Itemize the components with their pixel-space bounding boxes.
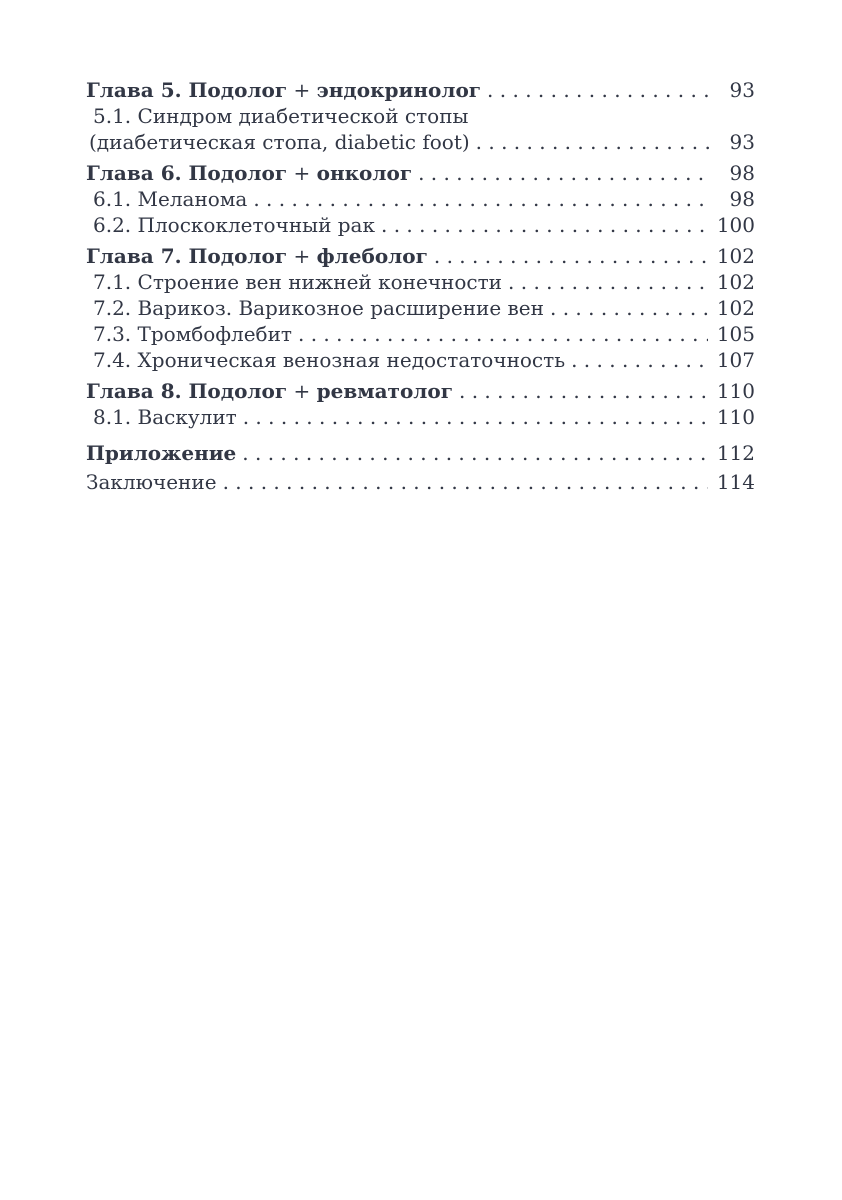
toc-entry xyxy=(86,186,755,212)
toc-entry xyxy=(86,321,755,347)
page-number: 110 xyxy=(716,405,755,429)
title-part: + xyxy=(287,78,317,102)
title-part: онколог xyxy=(316,161,413,185)
title-part: Глава 8. Подолог xyxy=(86,379,288,403)
entry-title xyxy=(93,295,544,321)
title-part: эндокринолог xyxy=(316,78,482,102)
table-of-contents xyxy=(86,77,755,495)
entry-title xyxy=(93,269,502,295)
toc-entry xyxy=(86,243,755,269)
entry-title xyxy=(93,321,292,347)
dot-leader xyxy=(487,77,712,103)
title-part: + xyxy=(287,161,317,185)
title-part: Глава 5. Подолог xyxy=(86,78,288,102)
title-part: + xyxy=(287,244,317,268)
toc-entry xyxy=(86,269,755,295)
toc-entry xyxy=(86,469,755,495)
page-number: 98 xyxy=(729,187,755,211)
page-number: 112 xyxy=(716,441,755,465)
toc-entry xyxy=(86,378,755,404)
title-part: ревматолог xyxy=(316,379,453,403)
page-number: 102 xyxy=(716,296,755,320)
toc-entry xyxy=(86,77,755,103)
entry-title xyxy=(93,103,468,129)
entry-title xyxy=(93,347,565,373)
entry-title xyxy=(93,212,375,238)
page-number: 98 xyxy=(729,161,755,185)
entry-title xyxy=(93,186,247,212)
toc-entry xyxy=(86,212,755,238)
title-part: 8.1. Васкулит xyxy=(93,405,237,429)
dot-leader xyxy=(434,243,708,269)
title-part: 5.1. Синдром диабетической стопы xyxy=(93,104,469,128)
page-number: 107 xyxy=(716,348,755,372)
entry-title-continued: (диабетическая стопа, diabetic foot) xyxy=(89,130,470,154)
page-number: 102 xyxy=(716,244,755,268)
toc-entry xyxy=(86,160,755,186)
page-number: 93 xyxy=(729,130,755,154)
entry-title xyxy=(86,243,428,269)
page-number: 105 xyxy=(716,322,755,346)
dot-leader xyxy=(571,347,708,373)
dot-leader xyxy=(459,378,708,404)
toc-entry xyxy=(86,295,755,321)
title-part: Заключение xyxy=(86,470,217,494)
title-part: + xyxy=(287,379,317,403)
title-part: Приложение xyxy=(86,441,237,465)
toc-entry xyxy=(86,347,755,373)
entry-title xyxy=(93,404,237,430)
dot-leader xyxy=(381,212,708,238)
toc-entry xyxy=(86,440,755,466)
title-part: 6.1. Меланома xyxy=(93,187,248,211)
toc-entry xyxy=(86,404,755,430)
title-part: Глава 6. Подолог xyxy=(86,161,288,185)
title-part: 7.3. Тромбофлебит xyxy=(93,322,292,346)
entry-title xyxy=(86,378,453,404)
title-part: 6.2. Плоскоклеточный рак xyxy=(93,213,375,237)
entry-title xyxy=(86,469,217,495)
dot-leader xyxy=(476,129,712,155)
title-part: Глава 7. Подолог xyxy=(86,244,288,268)
title-part: 7.2. Варикоз. Варикозное расширение вен xyxy=(93,296,544,320)
entry-title xyxy=(86,77,481,103)
page-number: 110 xyxy=(716,379,755,403)
entry-title xyxy=(86,160,412,186)
dot-leader xyxy=(242,440,708,466)
title-part: флеболог xyxy=(316,244,428,268)
dot-leader xyxy=(550,295,708,321)
dot-leader xyxy=(508,269,708,295)
dot-leader xyxy=(223,469,708,495)
dot-leader xyxy=(243,404,708,430)
title-part: 7.1. Строение вен нижней конечности xyxy=(93,270,503,294)
page-number: 102 xyxy=(716,270,755,294)
entry-title xyxy=(86,440,236,466)
dot-leader xyxy=(253,186,712,212)
dot-leader xyxy=(298,321,708,347)
toc-entry xyxy=(86,103,755,155)
page-number: 93 xyxy=(729,78,755,102)
title-part: 7.4. Хроническая венозная недостаточность xyxy=(93,348,566,372)
page-number: 100 xyxy=(716,213,755,237)
page-number: 114 xyxy=(716,470,755,494)
dot-leader xyxy=(418,160,712,186)
